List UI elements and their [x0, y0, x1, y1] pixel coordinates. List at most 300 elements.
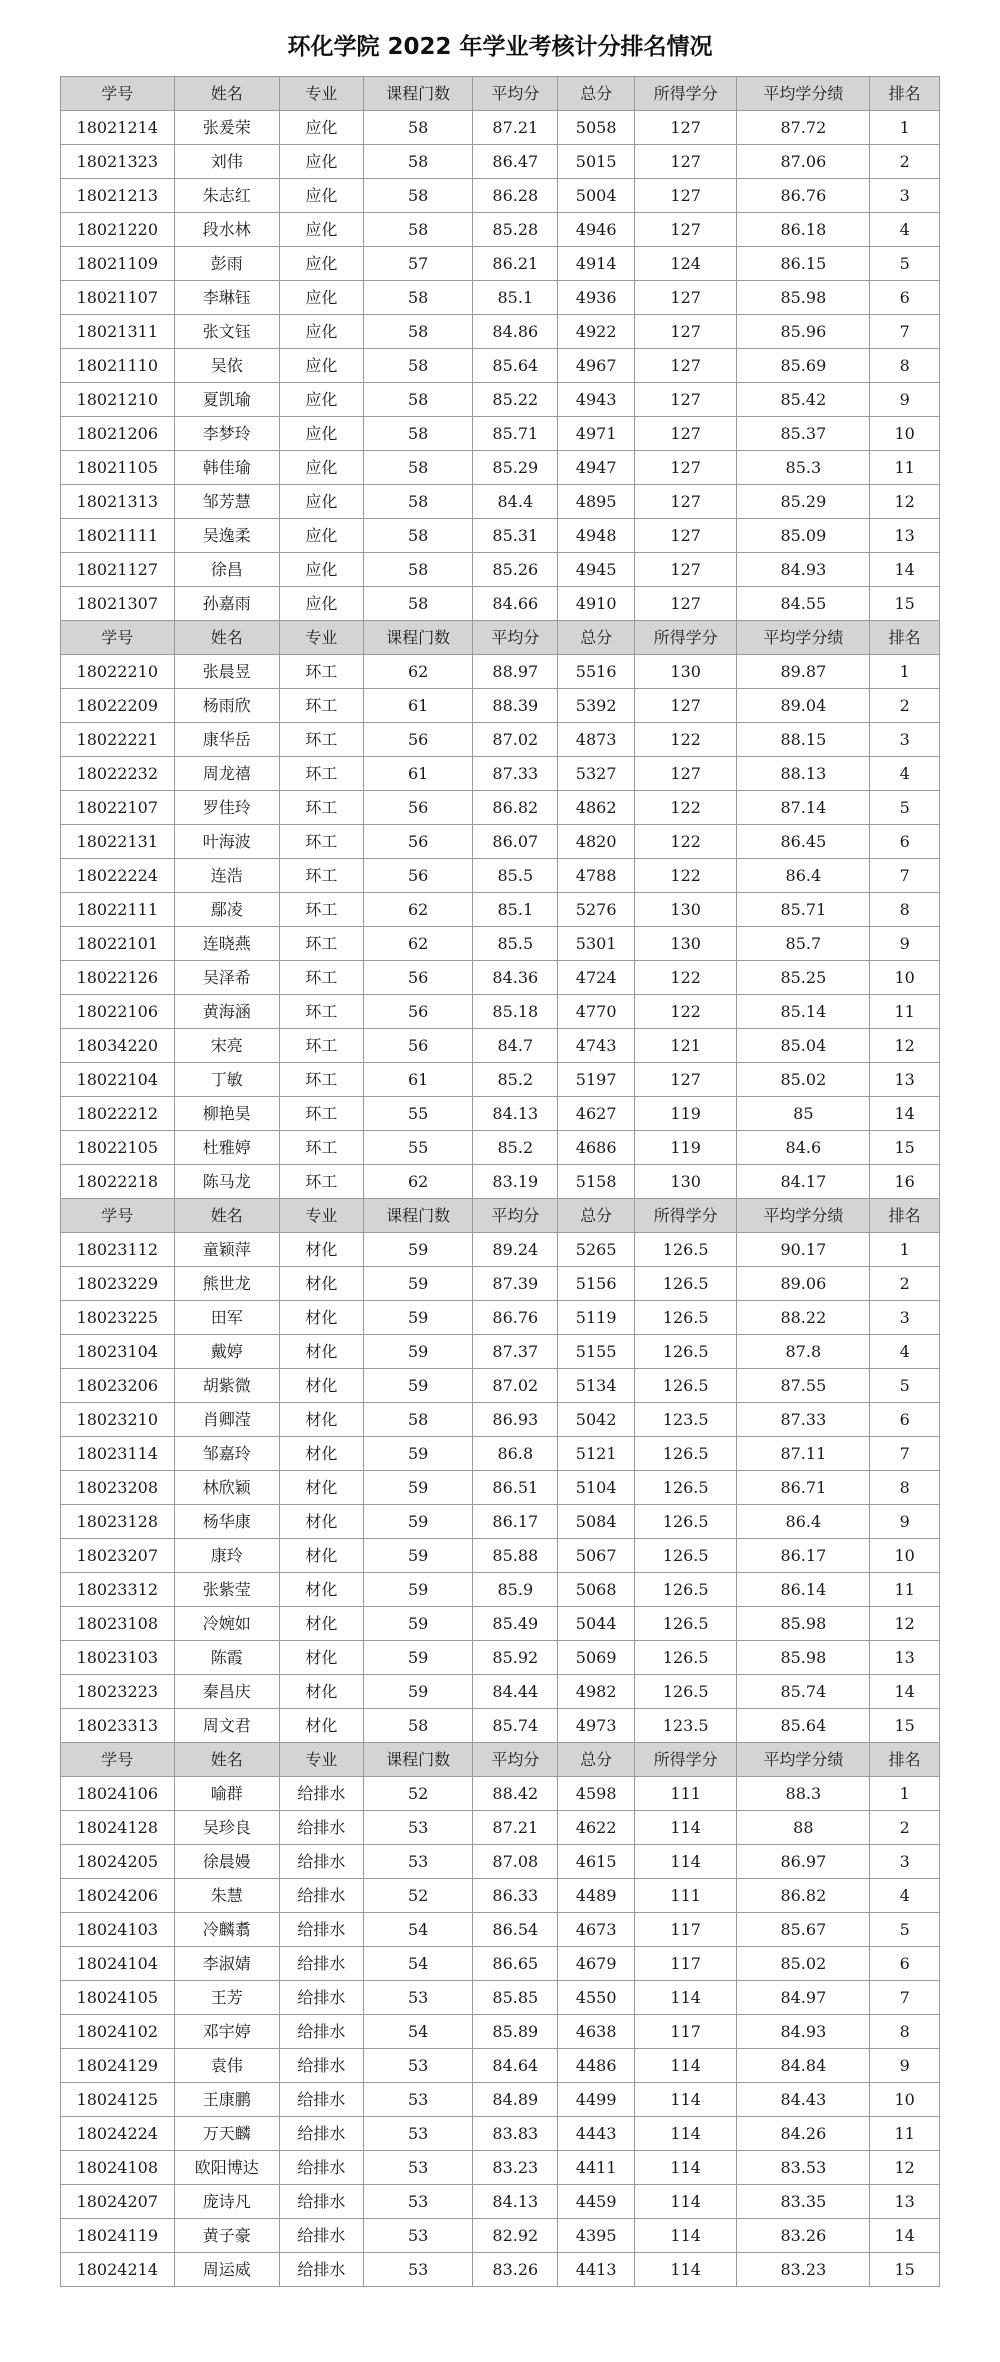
- course-count-cell: 61: [363, 1063, 472, 1097]
- table-row: [61, 689, 940, 723]
- average-score-cell: 84.13: [473, 2185, 558, 2219]
- credit-weighted-average-cell: 87.11: [737, 1437, 870, 1471]
- credit-weighted-average-cell: 85: [737, 1097, 870, 1131]
- average-score-cell: 87.21: [473, 111, 558, 145]
- average-score-cell: 86.51: [473, 1471, 558, 1505]
- average-score-cell: 86.47: [473, 145, 558, 179]
- credit-weighted-average-cell: 83.53: [737, 2151, 870, 2185]
- column-header-total-score: 总分: [558, 621, 635, 655]
- student-id-cell: 18024207: [61, 2185, 175, 2219]
- column-header-rank: 排名: [870, 621, 940, 655]
- credit-weighted-average-cell: 86.76: [737, 179, 870, 213]
- student-id-cell: 18024125: [61, 2083, 175, 2117]
- table-row: [61, 213, 940, 247]
- student-name-cell: 杜雅婷: [174, 1131, 279, 1165]
- column-header-student-id: 学号: [61, 621, 175, 655]
- major-cell: 给排水: [279, 2185, 363, 2219]
- table-row: [61, 1233, 940, 1267]
- student-id-cell: 18023225: [61, 1301, 175, 1335]
- course-count-cell: 62: [363, 893, 472, 927]
- column-header-rank: 排名: [870, 1743, 940, 1777]
- course-count-cell: 58: [363, 349, 472, 383]
- table-row: [61, 859, 940, 893]
- student-id-cell: 18024205: [61, 1845, 175, 1879]
- major-cell: 环工: [279, 1063, 363, 1097]
- average-score-cell: 84.7: [473, 1029, 558, 1063]
- student-id-cell: 18022221: [61, 723, 175, 757]
- credits-earned-cell: 126.5: [635, 1369, 737, 1403]
- rank-cell: 9: [870, 927, 940, 961]
- table-row: [61, 145, 940, 179]
- major-cell: 环工: [279, 1097, 363, 1131]
- credit-weighted-average-cell: 85.09: [737, 519, 870, 553]
- course-count-cell: 53: [363, 2219, 472, 2253]
- student-id-cell: 18021323: [61, 145, 175, 179]
- credits-earned-cell: 127: [635, 349, 737, 383]
- table-row: [61, 1097, 940, 1131]
- rank-cell: 3: [870, 1845, 940, 1879]
- student-id-cell: 18023223: [61, 1675, 175, 1709]
- course-count-cell: 58: [363, 179, 472, 213]
- major-cell: 材化: [279, 1369, 363, 1403]
- rank-cell: 6: [870, 825, 940, 859]
- column-header-major: 专业: [279, 1199, 363, 1233]
- student-id-cell: 18021206: [61, 417, 175, 451]
- course-count-cell: 56: [363, 961, 472, 995]
- student-name-cell: 连浩: [174, 859, 279, 893]
- total-score-cell: 4967: [558, 349, 635, 383]
- average-score-cell: 88.39: [473, 689, 558, 723]
- course-count-cell: 52: [363, 1879, 472, 1913]
- credit-weighted-average-cell: 88.15: [737, 723, 870, 757]
- credit-weighted-average-cell: 83.26: [737, 2219, 870, 2253]
- credit-weighted-average-cell: 85.96: [737, 315, 870, 349]
- table-row: [61, 1369, 940, 1403]
- rank-cell: 12: [870, 1029, 940, 1063]
- rank-cell: 13: [870, 1641, 940, 1675]
- student-id-cell: 18022101: [61, 927, 175, 961]
- rank-cell: 1: [870, 1777, 940, 1811]
- average-score-cell: 86.76: [473, 1301, 558, 1335]
- student-id-cell: 18024214: [61, 2253, 175, 2287]
- credits-earned-cell: 117: [635, 1913, 737, 1947]
- rank-cell: 1: [870, 655, 940, 689]
- average-score-cell: 86.93: [473, 1403, 558, 1437]
- rank-cell: 6: [870, 1947, 940, 1981]
- major-cell: 材化: [279, 1709, 363, 1743]
- credit-weighted-average-cell: 86.82: [737, 1879, 870, 1913]
- credits-earned-cell: 111: [635, 1879, 737, 1913]
- credits-earned-cell: 127: [635, 213, 737, 247]
- rank-cell: 3: [870, 1301, 940, 1335]
- student-id-cell: 18021109: [61, 247, 175, 281]
- column-header-rank: 排名: [870, 77, 940, 111]
- student-name-cell: 李淑婧: [174, 1947, 279, 1981]
- course-count-cell: 61: [363, 757, 472, 791]
- table-row: [61, 315, 940, 349]
- student-name-cell: 黄海涵: [174, 995, 279, 1029]
- course-count-cell: 54: [363, 2015, 472, 2049]
- rank-cell: 4: [870, 1335, 940, 1369]
- total-score-cell: 4770: [558, 995, 635, 1029]
- rank-cell: 8: [870, 349, 940, 383]
- table-row: [61, 723, 940, 757]
- table-row: [61, 2151, 940, 2185]
- student-name-cell: 袁伟: [174, 2049, 279, 2083]
- total-score-cell: 4489: [558, 1879, 635, 1913]
- course-count-cell: 53: [363, 2083, 472, 2117]
- total-score-cell: 4486: [558, 2049, 635, 2083]
- student-name-cell: 周文君: [174, 1709, 279, 1743]
- total-score-cell: 5301: [558, 927, 635, 961]
- average-score-cell: 84.36: [473, 961, 558, 995]
- student-name-cell: 田军: [174, 1301, 279, 1335]
- student-name-cell: 李梦玲: [174, 417, 279, 451]
- major-cell: 应化: [279, 417, 363, 451]
- table-row: [61, 1675, 940, 1709]
- average-score-cell: 87.21: [473, 1811, 558, 1845]
- average-score-cell: 84.44: [473, 1675, 558, 1709]
- rank-cell: 5: [870, 791, 940, 825]
- credits-earned-cell: 119: [635, 1097, 737, 1131]
- course-count-cell: 55: [363, 1131, 472, 1165]
- major-cell: 环工: [279, 655, 363, 689]
- average-score-cell: 82.92: [473, 2219, 558, 2253]
- credit-weighted-average-cell: 89.06: [737, 1267, 870, 1301]
- rank-cell: 15: [870, 2253, 940, 2287]
- credit-weighted-average-cell: 85.42: [737, 383, 870, 417]
- rank-cell: 7: [870, 1437, 940, 1471]
- total-score-cell: 4862: [558, 791, 635, 825]
- credits-earned-cell: 127: [635, 145, 737, 179]
- student-name-cell: 杨华康: [174, 1505, 279, 1539]
- column-header-rank: 排名: [870, 1199, 940, 1233]
- table-row: [61, 553, 940, 587]
- student-name-cell: 朱志红: [174, 179, 279, 213]
- average-score-cell: 86.17: [473, 1505, 558, 1539]
- student-name-cell: 朱慧: [174, 1879, 279, 1913]
- course-count-cell: 56: [363, 1029, 472, 1063]
- student-name-cell: 熊世龙: [174, 1267, 279, 1301]
- student-name-cell: 邹芳慧: [174, 485, 279, 519]
- student-id-cell: 18024104: [61, 1947, 175, 1981]
- course-count-cell: 59: [363, 1369, 472, 1403]
- table-row: [61, 2219, 940, 2253]
- student-name-cell: 秦昌庆: [174, 1675, 279, 1709]
- rank-cell: 11: [870, 1573, 940, 1607]
- credits-earned-cell: 126.5: [635, 1573, 737, 1607]
- student-id-cell: 18021110: [61, 349, 175, 383]
- table-row: [61, 451, 940, 485]
- student-name-cell: 陈霞: [174, 1641, 279, 1675]
- student-name-cell: 冷麟翥: [174, 1913, 279, 1947]
- rank-cell: 10: [870, 2083, 940, 2117]
- column-header-student-id: 学号: [61, 1743, 175, 1777]
- course-count-cell: 58: [363, 417, 472, 451]
- student-name-cell: 李琳钰: [174, 281, 279, 315]
- total-score-cell: 5042: [558, 1403, 635, 1437]
- course-count-cell: 59: [363, 1641, 472, 1675]
- major-cell: 应化: [279, 315, 363, 349]
- course-count-cell: 58: [363, 1403, 472, 1437]
- credit-weighted-average-cell: 84.55: [737, 587, 870, 621]
- student-name-cell: 王芳: [174, 1981, 279, 2015]
- table-row: [61, 1505, 940, 1539]
- student-id-cell: 18024108: [61, 2151, 175, 2185]
- student-name-cell: 杨雨欣: [174, 689, 279, 723]
- major-cell: 环工: [279, 995, 363, 1029]
- course-count-cell: 53: [363, 1811, 472, 1845]
- course-count-cell: 58: [363, 587, 472, 621]
- rank-cell: 14: [870, 1097, 940, 1131]
- credit-weighted-average-cell: 85.25: [737, 961, 870, 995]
- credits-earned-cell: 127: [635, 553, 737, 587]
- average-score-cell: 83.19: [473, 1165, 558, 1199]
- column-header-student-name: 姓名: [174, 77, 279, 111]
- rank-cell: 3: [870, 179, 940, 213]
- major-cell: 环工: [279, 1029, 363, 1063]
- credit-weighted-average-cell: 85.64: [737, 1709, 870, 1743]
- average-score-cell: 87.02: [473, 723, 558, 757]
- total-score-cell: 4982: [558, 1675, 635, 1709]
- total-score-cell: 4413: [558, 2253, 635, 2287]
- student-id-cell: 18023207: [61, 1539, 175, 1573]
- credit-weighted-average-cell: 89.04: [737, 689, 870, 723]
- student-name-cell: 鄢凌: [174, 893, 279, 927]
- credits-earned-cell: 126.5: [635, 1437, 737, 1471]
- total-score-cell: 4971: [558, 417, 635, 451]
- average-score-cell: 87.33: [473, 757, 558, 791]
- table-row: [61, 1471, 940, 1505]
- course-count-cell: 59: [363, 1607, 472, 1641]
- credit-weighted-average-cell: 85.98: [737, 1607, 870, 1641]
- table-row: [61, 825, 940, 859]
- column-header-course-count: 课程门数: [363, 1743, 472, 1777]
- credits-earned-cell: 122: [635, 825, 737, 859]
- rank-cell: 2: [870, 1811, 940, 1845]
- course-count-cell: 59: [363, 1675, 472, 1709]
- student-id-cell: 18023208: [61, 1471, 175, 1505]
- average-score-cell: 86.33: [473, 1879, 558, 1913]
- table-row: [61, 417, 940, 451]
- credits-earned-cell: 130: [635, 655, 737, 689]
- student-id-cell: 18024128: [61, 1811, 175, 1845]
- average-score-cell: 85.29: [473, 451, 558, 485]
- credits-earned-cell: 122: [635, 791, 737, 825]
- credits-earned-cell: 130: [635, 1165, 737, 1199]
- student-name-cell: 王康鹏: [174, 2083, 279, 2117]
- course-count-cell: 59: [363, 1335, 472, 1369]
- major-cell: 给排水: [279, 1777, 363, 1811]
- major-cell: 材化: [279, 1675, 363, 1709]
- course-count-cell: 58: [363, 315, 472, 349]
- table-header-row: [61, 1743, 940, 1777]
- rank-cell: 4: [870, 1879, 940, 1913]
- average-score-cell: 85.1: [473, 893, 558, 927]
- student-name-cell: 陈马龙: [174, 1165, 279, 1199]
- credits-earned-cell: 127: [635, 519, 737, 553]
- total-score-cell: 5276: [558, 893, 635, 927]
- column-header-student-name: 姓名: [174, 1743, 279, 1777]
- average-score-cell: 85.28: [473, 213, 558, 247]
- average-score-cell: 84.64: [473, 2049, 558, 2083]
- credit-weighted-average-cell: 88.13: [737, 757, 870, 791]
- course-count-cell: 62: [363, 1165, 472, 1199]
- student-name-cell: 连晓燕: [174, 927, 279, 961]
- student-name-cell: 孙嘉雨: [174, 587, 279, 621]
- student-name-cell: 冷婉如: [174, 1607, 279, 1641]
- student-name-cell: 周运威: [174, 2253, 279, 2287]
- total-score-cell: 4615: [558, 1845, 635, 1879]
- table-row: [61, 961, 940, 995]
- table-row: [61, 995, 940, 1029]
- table-row: [61, 1981, 940, 2015]
- average-score-cell: 85.64: [473, 349, 558, 383]
- credits-earned-cell: 114: [635, 2117, 737, 2151]
- credit-weighted-average-cell: 84.6: [737, 1131, 870, 1165]
- student-name-cell: 罗佳玲: [174, 791, 279, 825]
- rank-cell: 1: [870, 1233, 940, 1267]
- rank-cell: 15: [870, 1709, 940, 1743]
- average-score-cell: 88.97: [473, 655, 558, 689]
- average-score-cell: 86.07: [473, 825, 558, 859]
- credit-weighted-average-cell: 86.97: [737, 1845, 870, 1879]
- credit-weighted-average-cell: 86.45: [737, 825, 870, 859]
- total-score-cell: 4411: [558, 2151, 635, 2185]
- major-cell: 材化: [279, 1505, 363, 1539]
- student-id-cell: 18022212: [61, 1097, 175, 1131]
- credits-earned-cell: 127: [635, 485, 737, 519]
- table-row: [61, 2253, 940, 2287]
- credits-earned-cell: 114: [635, 1981, 737, 2015]
- total-score-cell: 4627: [558, 1097, 635, 1131]
- average-score-cell: 85.89: [473, 2015, 558, 2049]
- credit-weighted-average-cell: 85.74: [737, 1675, 870, 1709]
- total-score-cell: 4973: [558, 1709, 635, 1743]
- student-name-cell: 张文钰: [174, 315, 279, 349]
- average-score-cell: 85.31: [473, 519, 558, 553]
- course-count-cell: 58: [363, 1709, 472, 1743]
- student-id-cell: 18022210: [61, 655, 175, 689]
- credits-earned-cell: 130: [635, 927, 737, 961]
- column-header-credit-weighted-average: 平均学分绩: [737, 621, 870, 655]
- course-count-cell: 52: [363, 1777, 472, 1811]
- average-score-cell: 86.54: [473, 1913, 558, 1947]
- course-count-cell: 59: [363, 1539, 472, 1573]
- average-score-cell: 85.92: [473, 1641, 558, 1675]
- credits-earned-cell: 124: [635, 247, 737, 281]
- credits-earned-cell: 117: [635, 1947, 737, 1981]
- total-score-cell: 5327: [558, 757, 635, 791]
- rank-cell: 2: [870, 689, 940, 723]
- rank-cell: 10: [870, 961, 940, 995]
- total-score-cell: 4724: [558, 961, 635, 995]
- total-score-cell: 5015: [558, 145, 635, 179]
- major-cell: 环工: [279, 859, 363, 893]
- credit-weighted-average-cell: 86.71: [737, 1471, 870, 1505]
- total-score-cell: 4459: [558, 2185, 635, 2219]
- table-row: [61, 2083, 940, 2117]
- credit-weighted-average-cell: 88.22: [737, 1301, 870, 1335]
- table-header-row: [61, 1199, 940, 1233]
- student-id-cell: 18023206: [61, 1369, 175, 1403]
- rank-cell: 12: [870, 2151, 940, 2185]
- average-score-cell: 83.23: [473, 2151, 558, 2185]
- rank-cell: 7: [870, 859, 940, 893]
- student-id-cell: 18022104: [61, 1063, 175, 1097]
- major-cell: 应化: [279, 247, 363, 281]
- credits-earned-cell: 126.5: [635, 1471, 737, 1505]
- major-cell: 给排水: [279, 2083, 363, 2117]
- credit-weighted-average-cell: 90.17: [737, 1233, 870, 1267]
- table-row: [61, 1403, 940, 1437]
- table-row: [61, 1845, 940, 1879]
- student-id-cell: 18023312: [61, 1573, 175, 1607]
- student-id-cell: 18022106: [61, 995, 175, 1029]
- rank-cell: 10: [870, 1539, 940, 1573]
- column-header-major: 专业: [279, 77, 363, 111]
- student-id-cell: 18021210: [61, 383, 175, 417]
- rank-cell: 14: [870, 553, 940, 587]
- average-score-cell: 85.18: [473, 995, 558, 1029]
- ranking-table: [60, 76, 940, 2287]
- total-score-cell: 4820: [558, 825, 635, 859]
- column-header-credit-weighted-average: 平均学分绩: [737, 1743, 870, 1777]
- table-row: [61, 757, 940, 791]
- major-cell: 应化: [279, 587, 363, 621]
- credits-earned-cell: 130: [635, 893, 737, 927]
- total-score-cell: 4914: [558, 247, 635, 281]
- table-row: [61, 1573, 940, 1607]
- major-cell: 给排水: [279, 2015, 363, 2049]
- total-score-cell: 4922: [558, 315, 635, 349]
- major-cell: 材化: [279, 1573, 363, 1607]
- course-count-cell: 53: [363, 2253, 472, 2287]
- credit-weighted-average-cell: 88.3: [737, 1777, 870, 1811]
- course-count-cell: 56: [363, 995, 472, 1029]
- course-count-cell: 56: [363, 791, 472, 825]
- student-id-cell: 18022232: [61, 757, 175, 791]
- credit-weighted-average-cell: 84.43: [737, 2083, 870, 2117]
- table-row: [61, 1165, 940, 1199]
- course-count-cell: 58: [363, 553, 472, 587]
- major-cell: 应化: [279, 349, 363, 383]
- credits-earned-cell: 126.5: [635, 1539, 737, 1573]
- total-score-cell: 5197: [558, 1063, 635, 1097]
- credit-weighted-average-cell: 85.02: [737, 1063, 870, 1097]
- table-row: [61, 111, 940, 145]
- student-id-cell: 18023104: [61, 1335, 175, 1369]
- major-cell: 应化: [279, 281, 363, 315]
- credits-earned-cell: 127: [635, 179, 737, 213]
- rank-cell: 5: [870, 1369, 940, 1403]
- student-id-cell: 18021313: [61, 485, 175, 519]
- major-cell: 给排水: [279, 1981, 363, 2015]
- rank-cell: 5: [870, 1913, 940, 1947]
- student-name-cell: 彭雨: [174, 247, 279, 281]
- student-name-cell: 喻群: [174, 1777, 279, 1811]
- table-row: [61, 2185, 940, 2219]
- student-id-cell: 18021111: [61, 519, 175, 553]
- average-score-cell: 84.89: [473, 2083, 558, 2117]
- major-cell: 材化: [279, 1437, 363, 1471]
- student-name-cell: 万天麟: [174, 2117, 279, 2151]
- credits-earned-cell: 114: [635, 1845, 737, 1879]
- table-row: [61, 1029, 940, 1063]
- major-cell: 环工: [279, 1165, 363, 1199]
- credit-weighted-average-cell: 84.93: [737, 2015, 870, 2049]
- table-row: [61, 1539, 940, 1573]
